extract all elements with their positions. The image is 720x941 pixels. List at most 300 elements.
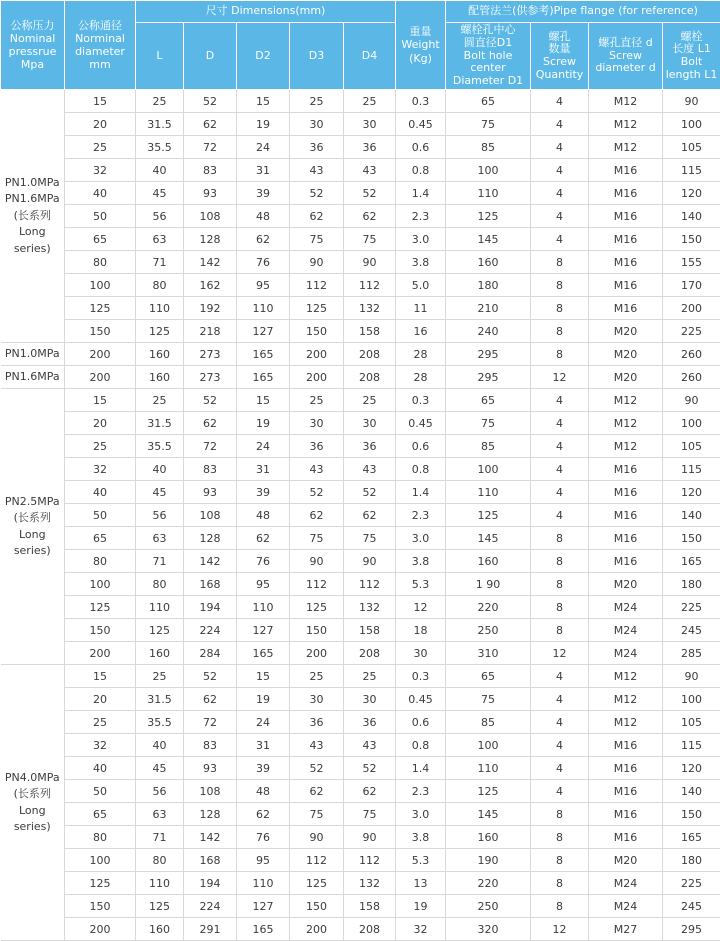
cell-D4: 36 — [344, 711, 396, 734]
cell-D: 52 — [184, 665, 237, 688]
cell-D3: 200 — [290, 642, 344, 665]
cell-D4: 90 — [344, 251, 396, 274]
cell-D3: 125 — [290, 596, 344, 619]
cell-screw-quantity: 8 — [531, 826, 589, 849]
cell-screw-diameter: M20 — [589, 320, 663, 343]
cell-D: 108 — [184, 504, 237, 527]
cell-D3: 36 — [290, 711, 344, 734]
cell-D: 62 — [184, 113, 237, 136]
cell-bolt-hole-center: 220 — [446, 872, 531, 895]
cell-L: 35.5 — [136, 136, 184, 159]
cell-D: 142 — [184, 550, 237, 573]
cell-screw-quantity: 8 — [531, 573, 589, 596]
cell-L: 25 — [136, 665, 184, 688]
cell-bolt-length: 105 — [663, 136, 720, 159]
cell-D4: 43 — [344, 458, 396, 481]
cell-bolt-length: 285 — [663, 642, 720, 665]
cell-bolt-hole-center: 160 — [446, 251, 531, 274]
cell-D3: 125 — [290, 872, 344, 895]
cell-weight: 19 — [396, 895, 446, 918]
cell-D: 52 — [184, 389, 237, 412]
cell-nominal-diameter: 15 — [65, 389, 136, 412]
cell-screw-quantity: 4 — [531, 159, 589, 182]
cell-D4: 132 — [344, 297, 396, 320]
cell-L: 45 — [136, 182, 184, 205]
cell-nominal-diameter: 200 — [65, 343, 136, 366]
cell-screw-quantity: 12 — [531, 366, 589, 389]
cell-weight: 0.6 — [396, 136, 446, 159]
cell-D2: 110 — [237, 872, 290, 895]
header-D3: D3 — [290, 23, 344, 90]
cell-bolt-hole-center: 295 — [446, 366, 531, 389]
cell-D4: 75 — [344, 228, 396, 251]
cell-nominal-diameter: 32 — [65, 159, 136, 182]
cell-weight: 3.8 — [396, 251, 446, 274]
header-L: L — [136, 23, 184, 90]
cell-nominal-diameter: 40 — [65, 481, 136, 504]
cell-bolt-hole-center: 190 — [446, 849, 531, 872]
cell-bolt-length: 150 — [663, 228, 720, 251]
cell-D4: 25 — [344, 665, 396, 688]
cell-D3: 43 — [290, 734, 344, 757]
cell-D2: 76 — [237, 826, 290, 849]
cell-nominal-diameter: 25 — [65, 136, 136, 159]
cell-bolt-hole-center: 110 — [446, 757, 531, 780]
table-row — [1, 343, 720, 366]
cell-bolt-length: 150 — [663, 803, 720, 826]
cell-bolt-hole-center: 125 — [446, 780, 531, 803]
cell-L: 35.5 — [136, 711, 184, 734]
cell-screw-diameter: M24 — [589, 872, 663, 895]
cell-D2: 39 — [237, 481, 290, 504]
cell-bolt-length: 140 — [663, 780, 720, 803]
cell-screw-quantity: 8 — [531, 596, 589, 619]
cell-D: 62 — [184, 412, 237, 435]
cell-weight: 3.8 — [396, 826, 446, 849]
cell-D3: 75 — [290, 527, 344, 550]
table-row — [1, 665, 720, 688]
cell-D3: 150 — [290, 619, 344, 642]
cell-D3: 25 — [290, 665, 344, 688]
cell-L: 71 — [136, 251, 184, 274]
cell-nominal-diameter: 40 — [65, 757, 136, 780]
cell-L: 160 — [136, 918, 184, 941]
cell-L: 160 — [136, 366, 184, 389]
cell-bolt-hole-center: 100 — [446, 734, 531, 757]
cell-bolt-hole-center: 320 — [446, 918, 531, 941]
cell-D2: 110 — [237, 596, 290, 619]
cell-weight: 3.8 — [396, 550, 446, 573]
cell-nominal-diameter: 15 — [65, 90, 136, 113]
cell-screw-diameter: M16 — [589, 734, 663, 757]
cell-weight: 32 — [396, 918, 446, 941]
cell-bolt-length: 105 — [663, 711, 720, 734]
cell-D2: 76 — [237, 251, 290, 274]
cell-D: 162 — [184, 274, 237, 297]
table-row — [1, 527, 720, 550]
cell-weight: 1.4 — [396, 757, 446, 780]
table-row — [1, 435, 720, 458]
cell-screw-quantity: 12 — [531, 642, 589, 665]
cell-bolt-length: 165 — [663, 550, 720, 573]
cell-D: 93 — [184, 481, 237, 504]
cell-nominal-diameter: 32 — [65, 458, 136, 481]
cell-screw-quantity: 4 — [531, 389, 589, 412]
cell-L: 56 — [136, 504, 184, 527]
cell-weight: 16 — [396, 320, 446, 343]
cell-D3: 62 — [290, 780, 344, 803]
cell-screw-diameter: M12 — [589, 665, 663, 688]
header-D2: D2 — [237, 23, 290, 90]
table-row — [1, 596, 720, 619]
cell-D4: 208 — [344, 918, 396, 941]
table-row — [1, 711, 720, 734]
cell-D: 224 — [184, 895, 237, 918]
cell-bolt-length: 200 — [663, 297, 720, 320]
cell-nominal-diameter: 20 — [65, 412, 136, 435]
cell-D: 83 — [184, 458, 237, 481]
cell-bolt-length: 120 — [663, 481, 720, 504]
cell-bolt-length: 295 — [663, 918, 720, 941]
cell-nominal-diameter: 50 — [65, 205, 136, 228]
cell-D2: 127 — [237, 320, 290, 343]
cell-weight: 5.0 — [396, 274, 446, 297]
cell-bolt-length: 140 — [663, 504, 720, 527]
cell-D2: 95 — [237, 274, 290, 297]
cell-D4: 208 — [344, 343, 396, 366]
table-row — [1, 366, 720, 389]
header-dimensions: 尺寸 Dimensions(mm) — [136, 1, 396, 23]
cell-screw-diameter: M24 — [589, 895, 663, 918]
table-row — [1, 826, 720, 849]
table-row — [1, 872, 720, 895]
cell-screw-diameter: M12 — [589, 90, 663, 113]
cell-bolt-length: 170 — [663, 274, 720, 297]
cell-L: 40 — [136, 159, 184, 182]
cell-bolt-length: 90 — [663, 90, 720, 113]
cell-screw-diameter: M16 — [589, 757, 663, 780]
cell-weight: 0.6 — [396, 711, 446, 734]
cell-nominal-diameter: 40 — [65, 182, 136, 205]
cell-bolt-length: 165 — [663, 826, 720, 849]
cell-D3: 75 — [290, 803, 344, 826]
table-row — [1, 458, 720, 481]
cell-screw-diameter: M12 — [589, 136, 663, 159]
cell-bolt-hole-center: 125 — [446, 205, 531, 228]
cell-bolt-hole-center: 250 — [446, 895, 531, 918]
cell-D: 93 — [184, 182, 237, 205]
cell-D: 273 — [184, 366, 237, 389]
cell-screw-quantity: 8 — [531, 343, 589, 366]
cell-D: 62 — [184, 688, 237, 711]
cell-D4: 132 — [344, 596, 396, 619]
cell-weight: 0.8 — [396, 159, 446, 182]
cell-screw-quantity: 8 — [531, 251, 589, 274]
cell-bolt-hole-center: 295 — [446, 343, 531, 366]
cell-L: 40 — [136, 734, 184, 757]
cell-D2: 39 — [237, 182, 290, 205]
cell-bolt-hole-center: 110 — [446, 481, 531, 504]
cell-weight: 5.3 — [396, 849, 446, 872]
cell-bolt-length: 120 — [663, 182, 720, 205]
cell-L: 110 — [136, 872, 184, 895]
cell-D4: 112 — [344, 849, 396, 872]
cell-screw-quantity: 4 — [531, 90, 589, 113]
cell-D: 128 — [184, 228, 237, 251]
table-body — [1, 90, 720, 941]
cell-nominal-diameter: 150 — [65, 619, 136, 642]
cell-weight: 18 — [396, 619, 446, 642]
cell-bolt-length: 115 — [663, 734, 720, 757]
cell-nominal-diameter: 200 — [65, 366, 136, 389]
cell-D2: 95 — [237, 849, 290, 872]
cell-D4: 75 — [344, 803, 396, 826]
cell-bolt-length: 150 — [663, 527, 720, 550]
cell-bolt-length: 180 — [663, 849, 720, 872]
cell-D3: 112 — [290, 849, 344, 872]
cell-bolt-length: 180 — [663, 573, 720, 596]
cell-L: 71 — [136, 826, 184, 849]
cell-bolt-hole-center: 145 — [446, 527, 531, 550]
table-row — [1, 734, 720, 757]
cell-bolt-hole-center: 160 — [446, 826, 531, 849]
cell-D2: 19 — [237, 113, 290, 136]
cell-L: 63 — [136, 803, 184, 826]
cell-D4: 75 — [344, 527, 396, 550]
cell-D3: 200 — [290, 918, 344, 941]
cell-D3: 36 — [290, 136, 344, 159]
cell-screw-quantity: 8 — [531, 320, 589, 343]
cell-nominal-diameter: 65 — [65, 527, 136, 550]
cell-screw-quantity: 8 — [531, 872, 589, 895]
cell-nominal-diameter: 25 — [65, 711, 136, 734]
cell-D3: 25 — [290, 90, 344, 113]
cell-screw-quantity: 4 — [531, 228, 589, 251]
cell-D4: 158 — [344, 619, 396, 642]
cell-screw-diameter: M12 — [589, 113, 663, 136]
cell-D: 83 — [184, 734, 237, 757]
cell-D: 168 — [184, 849, 237, 872]
cell-screw-diameter: M16 — [589, 182, 663, 205]
cell-screw-diameter: M27 — [589, 918, 663, 941]
cell-D4: 43 — [344, 734, 396, 757]
cell-weight: 3.0 — [396, 527, 446, 550]
cell-D4: 30 — [344, 688, 396, 711]
table-row — [1, 895, 720, 918]
cell-screw-diameter: M16 — [589, 481, 663, 504]
table-row — [1, 205, 720, 228]
cell-D4: 208 — [344, 642, 396, 665]
cell-weight: 0.3 — [396, 389, 446, 412]
cell-D3: 90 — [290, 550, 344, 573]
table-row — [1, 619, 720, 642]
cell-D4: 43 — [344, 159, 396, 182]
cell-D: 108 — [184, 780, 237, 803]
cell-bolt-hole-center: 180 — [446, 274, 531, 297]
cell-screw-diameter: M16 — [589, 550, 663, 573]
cell-D: 83 — [184, 159, 237, 182]
cell-bolt-hole-center: 145 — [446, 803, 531, 826]
cell-weight: 2.3 — [396, 504, 446, 527]
cell-weight: 12 — [396, 596, 446, 619]
cell-D2: 165 — [237, 366, 290, 389]
cell-bolt-hole-center: 85 — [446, 711, 531, 734]
cell-D4: 208 — [344, 366, 396, 389]
cell-screw-diameter: M12 — [589, 389, 663, 412]
cell-D2: 127 — [237, 895, 290, 918]
cell-D: 72 — [184, 711, 237, 734]
cell-D2: 62 — [237, 527, 290, 550]
cell-D: 142 — [184, 251, 237, 274]
cell-L: 125 — [136, 320, 184, 343]
cell-bolt-length: 245 — [663, 895, 720, 918]
cell-screw-diameter: M16 — [589, 297, 663, 320]
cell-screw-quantity: 4 — [531, 182, 589, 205]
cell-D2: 165 — [237, 918, 290, 941]
cell-bolt-hole-center: 210 — [446, 297, 531, 320]
cell-bolt-length: 245 — [663, 619, 720, 642]
cell-bolt-length: 90 — [663, 389, 720, 412]
table-header — [1, 1, 720, 90]
cell-nominal-diameter: 50 — [65, 504, 136, 527]
cell-bolt-hole-center: 100 — [446, 159, 531, 182]
cell-L: 25 — [136, 90, 184, 113]
cell-L: 35.5 — [136, 435, 184, 458]
cell-L: 40 — [136, 458, 184, 481]
cell-screw-diameter: M24 — [589, 642, 663, 665]
table-row — [1, 113, 720, 136]
table-row — [1, 136, 720, 159]
cell-nominal-diameter: 125 — [65, 596, 136, 619]
cell-bolt-length: 155 — [663, 251, 720, 274]
table-row — [1, 688, 720, 711]
cell-screw-quantity: 4 — [531, 688, 589, 711]
cell-L: 63 — [136, 228, 184, 251]
cell-D2: 165 — [237, 642, 290, 665]
cell-screw-diameter: M16 — [589, 251, 663, 274]
cell-screw-diameter: M24 — [589, 596, 663, 619]
table-row — [1, 159, 720, 182]
cell-bolt-hole-center: 220 — [446, 596, 531, 619]
cell-D4: 62 — [344, 205, 396, 228]
cell-bolt-hole-center: 145 — [446, 228, 531, 251]
cell-D2: 31 — [237, 734, 290, 757]
cell-bolt-hole-center: 65 — [446, 90, 531, 113]
table-row — [1, 803, 720, 826]
cell-bolt-hole-center: 125 — [446, 504, 531, 527]
cell-D3: 62 — [290, 504, 344, 527]
table-row — [1, 780, 720, 803]
cell-nominal-diameter: 65 — [65, 803, 136, 826]
cell-D: 224 — [184, 619, 237, 642]
cell-weight: 0.3 — [396, 90, 446, 113]
cell-weight: 1.4 — [396, 481, 446, 504]
table-row — [1, 389, 720, 412]
cell-D2: 39 — [237, 757, 290, 780]
cell-bolt-hole-center: 85 — [446, 136, 531, 159]
table-row — [1, 228, 720, 251]
cell-L: 125 — [136, 619, 184, 642]
cell-screw-diameter: M20 — [589, 573, 663, 596]
cell-screw-quantity: 8 — [531, 849, 589, 872]
cell-weight: 0.6 — [396, 435, 446, 458]
cell-D3: 150 — [290, 895, 344, 918]
header-bolt-hole-center: 螺栓孔中心 圆直径D1 Bolt hole center Diameter D1 — [446, 23, 531, 90]
cell-D: 72 — [184, 136, 237, 159]
cell-nominal-diameter: 50 — [65, 780, 136, 803]
cell-screw-diameter: M16 — [589, 504, 663, 527]
cell-screw-quantity: 8 — [531, 895, 589, 918]
cell-nominal-diameter: 150 — [65, 320, 136, 343]
table-row — [1, 550, 720, 573]
cell-D: 52 — [184, 90, 237, 113]
cell-D3: 90 — [290, 251, 344, 274]
cell-D4: 25 — [344, 90, 396, 113]
cell-D4: 52 — [344, 182, 396, 205]
cell-screw-diameter: M16 — [589, 803, 663, 826]
cell-bolt-hole-center: 250 — [446, 619, 531, 642]
cell-D: 93 — [184, 757, 237, 780]
cell-D2: 24 — [237, 136, 290, 159]
cell-L: 45 — [136, 757, 184, 780]
cell-nominal-diameter: 15 — [65, 665, 136, 688]
cell-bolt-hole-center: 75 — [446, 113, 531, 136]
cell-screw-quantity: 4 — [531, 734, 589, 757]
cell-D2: 127 — [237, 619, 290, 642]
cell-D3: 112 — [290, 274, 344, 297]
cell-screw-diameter: M16 — [589, 826, 663, 849]
cell-screw-quantity: 8 — [531, 550, 589, 573]
cell-screw-quantity: 4 — [531, 435, 589, 458]
cell-weight: 3.0 — [396, 803, 446, 826]
cell-L: 80 — [136, 849, 184, 872]
cell-D3: 112 — [290, 573, 344, 596]
cell-D4: 158 — [344, 895, 396, 918]
cell-D2: 19 — [237, 688, 290, 711]
cell-D3: 75 — [290, 228, 344, 251]
cell-D3: 36 — [290, 435, 344, 458]
cell-D2: 48 — [237, 780, 290, 803]
cell-D3: 25 — [290, 389, 344, 412]
cell-screw-diameter: M20 — [589, 849, 663, 872]
cell-D3: 30 — [290, 113, 344, 136]
cell-weight: 5.3 — [396, 573, 446, 596]
cell-D2: 48 — [237, 504, 290, 527]
cell-L: 160 — [136, 343, 184, 366]
table-row — [1, 642, 720, 665]
cell-D2: 62 — [237, 803, 290, 826]
table-row — [1, 573, 720, 596]
cell-weight: 13 — [396, 872, 446, 895]
table-row — [1, 251, 720, 274]
cell-bolt-length: 225 — [663, 596, 720, 619]
header-D: D — [184, 23, 237, 90]
cell-screw-quantity: 4 — [531, 113, 589, 136]
cell-D3: 90 — [290, 826, 344, 849]
pressure-group-label: PN4.0MPa (长系列 Long series) — [1, 665, 65, 941]
cell-D: 128 — [184, 803, 237, 826]
cell-D2: 95 — [237, 573, 290, 596]
cell-bolt-hole-center: 65 — [446, 389, 531, 412]
cell-D2: 31 — [237, 458, 290, 481]
cell-L: 80 — [136, 274, 184, 297]
cell-screw-diameter: M12 — [589, 435, 663, 458]
cell-bolt-hole-center: 85 — [446, 435, 531, 458]
cell-D: 72 — [184, 435, 237, 458]
cell-D4: 62 — [344, 504, 396, 527]
cell-weight: 30 — [396, 642, 446, 665]
cell-D3: 52 — [290, 757, 344, 780]
